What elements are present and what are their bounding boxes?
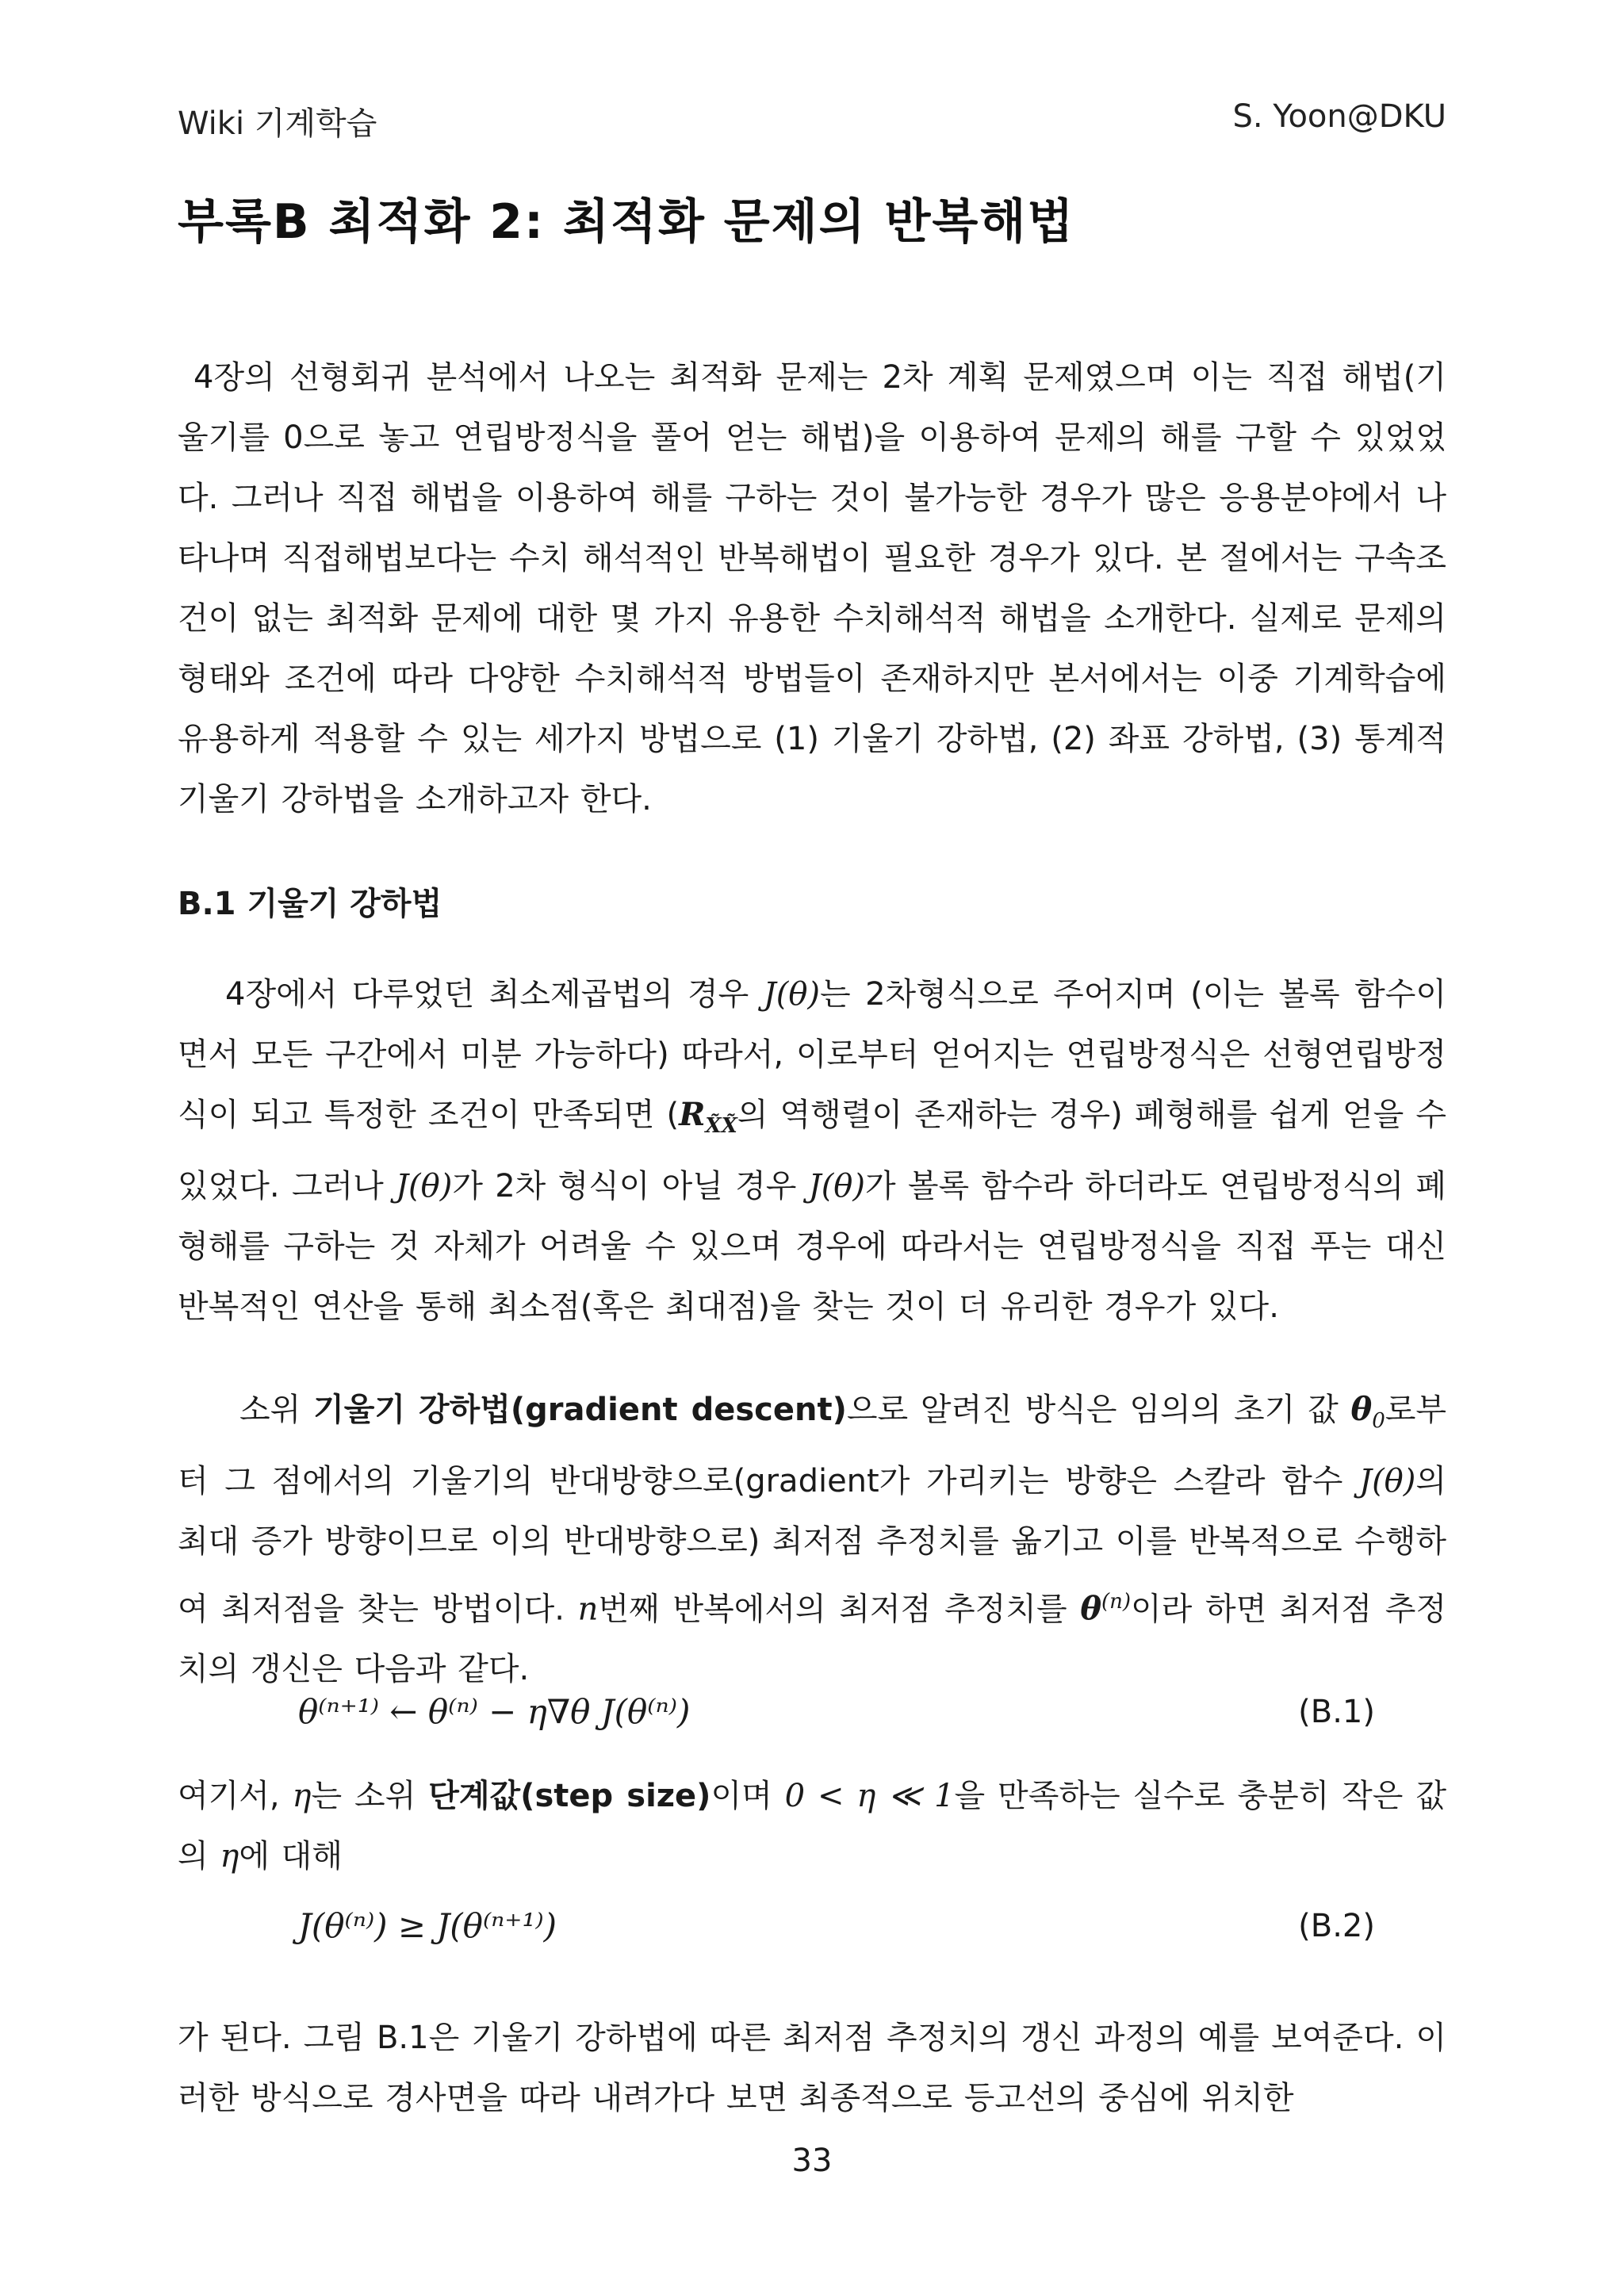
- paragraph-least-squares: [178, 964, 1446, 1337]
- text-run: 의 최대 증가 방향이므로 이의 반대방향으로) 최저점 추정치를 옮기고 이를 반복적으로 수행하여 최저점을 찾는 방법이다.: [178, 1463, 1446, 1628]
- text-run: 으로 알려진 방식은 임의의 초기 값: [846, 1392, 1351, 1428]
- math-n: n: [577, 1591, 599, 1628]
- intro-paragraph: 4장의 선형회귀 분석에서 나오는 최적화 문제는 2차 계획 문제였으며 이는 직접 해법(기울기를 0으로 놓고 연립방정식을 풀어 얻는 해법)을 이용하여 문제의 해를 구할 수 있었었다. 그러나 직접 해법을 이용하여 해를 구하는 것이 불가능한 경우가 많은 응용분야에서 나타나며 직접해법보다는 수치 해석적인 반복해법이 필요한 경우가 있다. 본 절에서는 구속조건이 없는 최적화 문제에 대한 몇 가지 유용한 수치해석적 해법을 소개한다. 실제로 문제의 형태와 조건에 따라 다양한 수치해석적 방법들이 존재하지만 본서에서는 이중 기계학습에 유용하게 적용할 수 있는 세가지 방법으로 (1) 기울기 강하법, (2) 좌표 강하법, (3) 통계적 기울기 강하법을 소개하고자 한다.: [178, 359, 1446, 818]
- section-heading: B.1 기울기 강하법: [178, 886, 442, 922]
- text-run: 4장에서 다루었던 최소제곱법의 경우: [225, 976, 764, 1013]
- text-run: 는 소위: [311, 1778, 429, 1814]
- equation-number: (B.2): [1298, 1908, 1375, 1944]
- term-step-size: 단계값(step size): [428, 1778, 711, 1814]
- math-J-theta: J(θ): [396, 1168, 453, 1204]
- math-superscript: (n): [1101, 1590, 1132, 1614]
- text-run: 에 대해: [239, 1838, 343, 1875]
- term-gradient-descent: 기울기 강하법(gradient descent): [313, 1392, 847, 1428]
- page-title: 부록B 최적화 2: 최적화 문제의 반복해법: [178, 194, 1075, 250]
- text-run: 이며: [710, 1778, 785, 1814]
- math-J-theta: J(θ): [763, 976, 821, 1013]
- math-R-matrix: R: [679, 1096, 706, 1133]
- text-run: 는 2차형식으로 주어지며 (이는 볼록 함수이면서 모든 구간에서 미분 가능하다) 따라서, 이로부터 얻어지는 연립방정식은 선형연립방정식이 되고 특정한 조건이 만족되면 (: [178, 976, 1446, 1133]
- math-eta: η: [292, 1778, 312, 1814]
- equation-number: (B.1): [1298, 1694, 1375, 1730]
- paragraph-figure-reference: 가 된다. 그림 B.1은 기울기 강하법에 따른 최저점 추정치의 갱신 과정의 예를 보여준다. 이러한 방식으로 경사면을 따라 내려가다 보면 최종적으로 등고선의 중심에 위치한: [178, 2020, 1446, 2116]
- text-run: 을 만족하는 실수로 충분히 작은 값의: [178, 1778, 1446, 1875]
- text-run: 로부터 그 점에서의 기울기의 반대방향으로(gradient가 가리키는 방향은 스칼라 함수: [178, 1392, 1447, 1499]
- text-run: 번째 반복에서의 최저점 추정치를: [598, 1591, 1081, 1628]
- math-J-theta: J(θ): [1359, 1463, 1416, 1499]
- paragraph-gradient-descent: [178, 1380, 1446, 1699]
- page-number: 33: [791, 2143, 833, 2179]
- math-condition: 0 < η ≪ 1: [784, 1778, 955, 1814]
- equation-B2: [178, 1903, 1446, 1951]
- equation-expression: θ⁽ⁿ⁺¹⁾ ← θ⁽ⁿ⁾ − η∇θ J(θ⁽ⁿ⁾): [298, 1692, 691, 1731]
- text-run: 가 볼록 함수라 하더라도 연립방정식의 폐형해를 구하는 것 자체가 어려울 수 있으며 경우에 따라서는 연립방정식을 직접 푸는 대신 반복적인 연산을 통해 최소점(혹은 최대점)을 찾는 것이 더 유리한 경우가 있다.: [178, 1168, 1446, 1325]
- text-run: 가 2차 형식이 아닐 경우: [452, 1168, 809, 1204]
- equation-B1: [178, 1689, 1446, 1737]
- math-subscript: 0: [1372, 1409, 1385, 1433]
- text-run: 의 역행렬이 존재하는 경우) 폐형해를 쉽게 얻을 수 있었다. 그러나: [178, 1097, 1446, 1204]
- header-right: S. Yoon@DKU: [1232, 98, 1446, 135]
- equation-expression: J(θ⁽ⁿ⁾) ≥ J(θ⁽ⁿ⁺¹⁾): [298, 1906, 557, 1945]
- math-J-theta: J(θ): [808, 1168, 865, 1204]
- text-run: 여기서,: [178, 1778, 293, 1814]
- text-run: 소위: [239, 1392, 314, 1428]
- text-run: 이라 하면 최저점 추정치의 갱신은 다음과 같다.: [178, 1591, 1446, 1688]
- math-theta: θ: [1080, 1590, 1101, 1628]
- math-eta: η: [220, 1838, 239, 1875]
- paragraph-step-size: [178, 1766, 1446, 1886]
- math-R-subscript: X̃X̃: [705, 1114, 737, 1138]
- header-left: Wiki 기계학습: [178, 105, 377, 142]
- math-theta: θ: [1350, 1391, 1373, 1428]
